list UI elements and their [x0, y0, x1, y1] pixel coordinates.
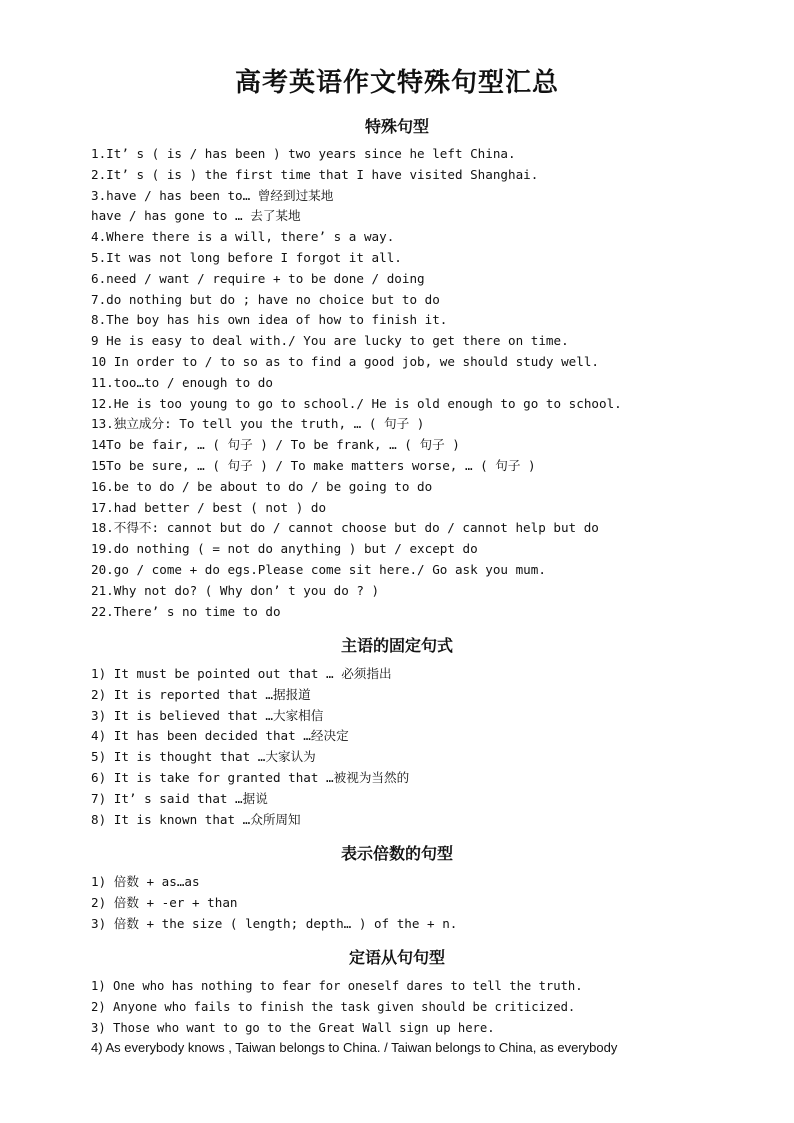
list-item: 14To be fair, … ( 句子 ) / To be frank, … ( 句子 ) — [91, 437, 460, 453]
section-heading-multiple-patterns: 表示倍数的句型 — [340, 844, 453, 863]
section-list-attributive-clause-patterns — [91, 976, 771, 1059]
list-item: have / has gone to … 去了某地 — [91, 208, 301, 224]
document-title: 高考英语作文特殊句型汇总 — [234, 68, 559, 98]
list-item: 22.There’ s no time to do — [91, 603, 281, 619]
list-item: 3) Those who want to go to the Great Wall sign up here. — [91, 1020, 495, 1035]
list-item: 4.Where there is a will, there’ s a way. — [91, 229, 395, 245]
list-item: 16.be to do / be about to do / be going to do — [91, 478, 433, 494]
section-list-subject-patterns — [91, 664, 771, 830]
list-item: 7.do nothing but do ; have no choice but to do — [91, 291, 440, 307]
list-item: 11.too…to / enough to do — [91, 374, 273, 390]
list-item: 17.had better / best ( not ) do — [91, 499, 327, 515]
section-heading-special-patterns: 特殊句型 — [364, 117, 429, 136]
list-item: 18.不得不: cannot but do / cannot choose but do / cannot help but do — [91, 520, 599, 536]
list-item: 1) One who has nothing to fear for oneself dares to tell the truth. — [91, 979, 583, 993]
list-item: 19.do nothing ( = not do anything ) but / except do — [91, 541, 478, 557]
list-item: 2) It is reported that …据报道 — [91, 686, 311, 702]
list-item: 4) As everybody knows , Taiwan belongs to China. / Taiwan belongs to China, as everybody — [91, 1040, 618, 1056]
section-heading-attributive-clause-patterns: 定语从句句型 — [348, 948, 445, 967]
list-item: 15To be sure, … ( 句子 ) / To make matters worse, … ( 句子 ) — [91, 457, 536, 473]
list-item: 9 He is easy to deal with./ You are lucky to get there on time. — [91, 333, 569, 349]
section-heading-subject-patterns: 主语的固定句式 — [340, 636, 453, 655]
list-item: 8.The boy has his own idea of how to finish it. — [91, 312, 448, 328]
list-item: 21.Why not do? ( Why don’ t you do ? ) — [91, 582, 380, 598]
list-item: 1.It’ s ( is / has been ) two years since he left China. — [91, 146, 516, 161]
list-item: 2) Anyone who fails to finish the task given should be criticized. — [91, 999, 576, 1014]
list-item: 2.It’ s ( is ) the first time that I have visited Shanghai. — [91, 166, 539, 182]
list-item: 5.It was not long before I forgot it all. — [91, 249, 402, 265]
list-item: 3) 倍数 + the size ( length; depth… ) of the + n. — [91, 915, 458, 931]
list-item: 3) It is believed that …大家相信 — [91, 707, 324, 723]
list-item: 6.need / want / require + to be done / doing — [91, 270, 425, 286]
section-list-special-patterns — [91, 144, 771, 622]
list-item: 3.have / has been to… 曾经到过某地 — [91, 187, 334, 203]
list-item: 1) 倍数 + as…as — [91, 874, 200, 889]
list-item: 13.独立成分: To tell you the truth, … ( 句子 ) — [91, 416, 425, 432]
list-item: 20.go / come + do egs.Please come sit here./ Go ask you mum. — [91, 561, 546, 577]
list-item: 1) It must be pointed out that … 必须指出 — [91, 666, 392, 681]
list-item: 4) It has been decided that …经决定 — [91, 728, 349, 744]
list-item: 5) It is thought that …大家认为 — [91, 749, 316, 765]
list-item: 12.He is too young to go to school./ He is old enough to go to school. — [91, 395, 622, 411]
list-item: 2) 倍数 + -er + than — [91, 894, 238, 910]
list-item: 10 In order to / to so as to find a good job, we should study well. — [91, 353, 599, 369]
list-item: 7) It’ s said that …据说 — [91, 790, 268, 806]
list-item: 6) It is take for granted that …被视为当然的 — [91, 769, 410, 785]
section-list-multiple-patterns — [91, 872, 771, 934]
list-item: 8) It is known that …众所周知 — [91, 811, 301, 827]
